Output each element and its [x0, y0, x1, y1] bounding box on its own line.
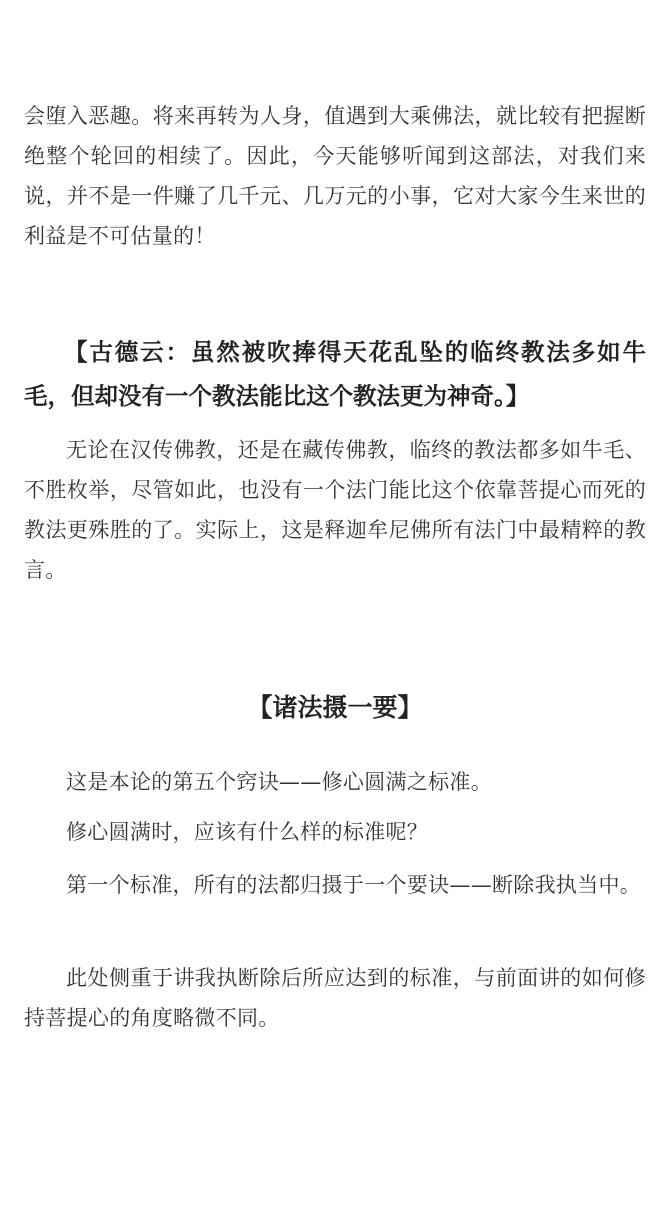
paragraph-emphasis-note: 此处侧重于讲我执断除后所应达到的标准，与前面讲的如何修持菩提心的角度略微不同。 [24, 966, 646, 1030]
section-title: 【诸法摄一要】 [247, 693, 423, 722]
paragraph-intro-continuation: 会堕入恶趣。将来再转为人身，值遇到大乘佛法，就比较有把握断绝整个轮回的相续了。因此，今天能够听闻到这部法，对我们来说，并不是一件赚了几千元、几万元的小事，它对大家今生来世的利益是不可估量的！ [24, 104, 646, 248]
paragraph-standard-question: 修心圆满时，应该有什么样的标准呢？ [66, 820, 429, 844]
paragraph-deathbed-teachings: 无论在汉传佛教，还是在藏传佛教，临终的教法都多如牛毛、不胜枚举，尽管如此，也没有一个法门能比这个依靠菩提心而死的教法更殊胜的了。实际上，这是释迦牟尼佛所有法门中最精粹的教言。 [24, 438, 646, 582]
paragraph-first-standard: 第一个标准，所有的法都归摄于一个要诀——断除我执当中。 [66, 873, 642, 897]
quote-heading: 【古德云：虽然被吹捧得天花乱坠的临终教法多如牛毛，但却没有一个教法能比这个教法更为神奇。】 [24, 338, 646, 410]
paragraph-fifth-instruction: 这是本论的第五个窍诀——修心圆满之标准。 [66, 770, 492, 794]
